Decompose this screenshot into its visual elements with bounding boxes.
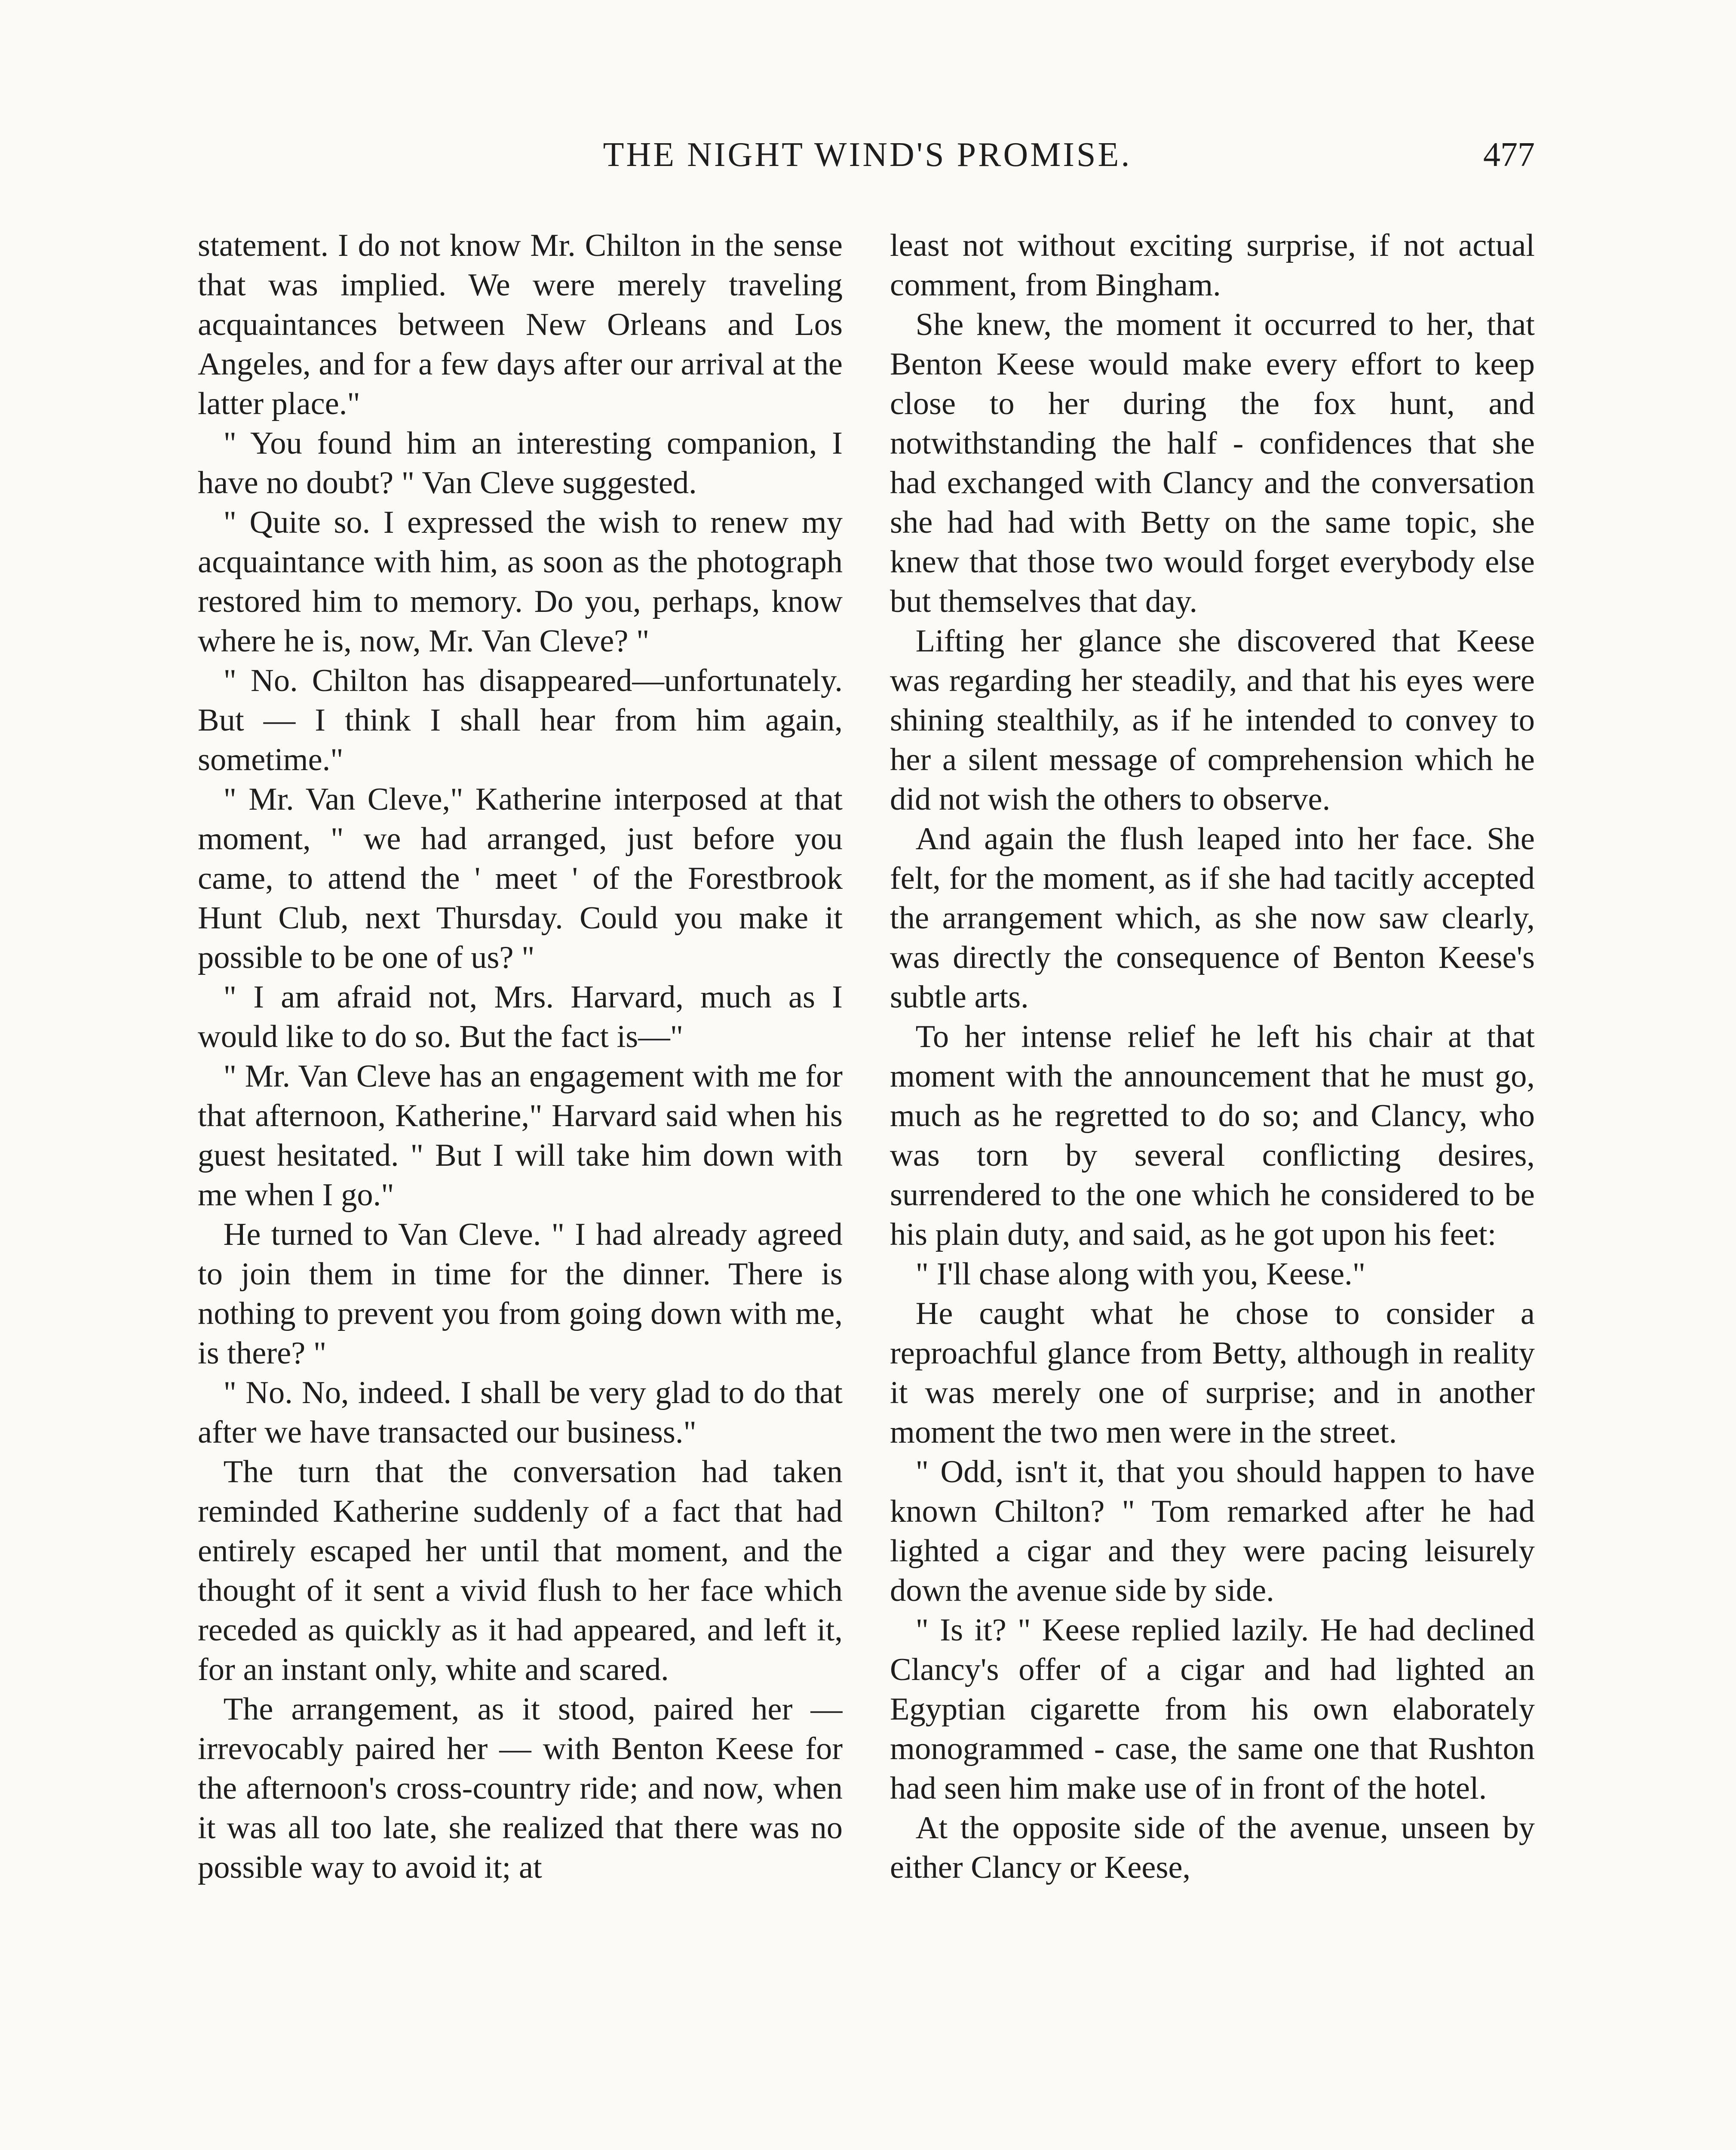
paragraph: And again the flush leaped into her face. She felt, for the moment, as if she had tacitly accepted the arrangement which, as she now saw clearly, was directly the consequence of Benton Keese's subtle arts. <box>890 821 1535 1015</box>
paragraph: Lifting her glance she discovered that Keese was regarding her steadily, and that his eyes were shining stealthily, as if he intended to convey to her a silent message of comprehension which he did not wish the others to observe. <box>890 624 1535 817</box>
paragraph: " You found him an interesting companion, I have no doubt? " Van Cleve suggested. <box>198 426 843 501</box>
page-header <box>200 129 1535 181</box>
paragraph: " Quite so. I expressed the wish to renew my acquaintance with him, as soon as the photograph restored him to memory. Do you, perhaps, know where he is, now, Mr. Van Cleve? " <box>198 505 843 659</box>
paragraph: " Mr. Van Cleve," Katherine interposed at that moment, " we had arranged, just before you came, to attend the ' meet ' of the Forestbrook Hunt Club, next Thursday. Could you make it possible to be one of us? " <box>198 782 843 975</box>
right-column <box>890 226 1535 2150</box>
paragraph: He caught what he chose to consider a reproachful glance from Betty, although in reality it was merely one of surprise; and in another moment the two men were in the street. <box>890 1296 1535 1450</box>
paragraph: She knew, the moment it occurred to her, that Benton Keese would make every effort to keep close to her during the fox hunt, and notwithstanding the half - confidences that she had exchanged with Clancy and the conversation she had had with Betty on the same topic, she knew that those two would forget everybody else but themselves that day. <box>890 307 1535 619</box>
paragraph: The turn that the conversation had taken reminded Katherine suddenly of a fact that had entirely escaped her until that moment, and the thought of it sent a vivid flush to her face which receded as quickly as it had appeared, and left it, for an instant only, white and scared. <box>198 1454 843 1687</box>
paragraph: " Odd, isn't it, that you should happen to have known Chilton? " Tom remarked after he had lighted a cigar and they were pacing leisurely down the avenue side by side. <box>890 1454 1535 1608</box>
paragraph: " No. Chilton has disappeared—unfortunately. But — I think I shall hear from him again, sometime." <box>198 663 843 777</box>
paragraph: statement. I do not know Mr. Chilton in the sense that was implied. We were merely traveling acquaintances between New Orleans and Los Angeles, and for a few days after our arrival at the latter place." <box>198 228 843 421</box>
paragraph: " Is it? " Keese replied lazily. He had declined Clancy's offer of a cigar and had lighted an Egyptian cigarette from his own elaborately monogrammed - case, the same one that Rushton had seen him make use of in front of the hotel. <box>890 1612 1535 1806</box>
paragraph: " I am afraid not, Mrs. Harvard, much as I would like to do so. But the fact is—" <box>198 980 843 1054</box>
paragraph: To her intense relief he left his chair at that moment with the announcement that he must go, much as he regretted to do so; and Clancy, who was torn by several conflicting desires, surrendered to the one which he considered to be his plain duty, and said, as he got upon his feet: <box>890 1019 1535 1252</box>
paragraph: At the opposite side of the avenue, unseen by either Clancy or Keese, <box>890 1810 1535 1885</box>
paragraph: least not without exciting surprise, if not actual comment, from Bingham. <box>890 228 1535 303</box>
left-column <box>198 226 843 2150</box>
paragraph: " I'll chase along with you, Keese." <box>915 1256 1366 1292</box>
paragraph: The arrangement, as it stood, paired her — irrevocably paired her — with Benton Keese for the afternoon's cross-country ride; and now, when it was all too late, she realized that there was no possible way to avoid it; at <box>198 1692 843 1885</box>
page-number: 477 <box>1483 136 1535 174</box>
running-title: THE NIGHT WIND'S PROMISE. <box>603 136 1132 174</box>
paragraph: " No. No, indeed. I shall be very glad to do that after we have transacted our business." <box>198 1375 843 1450</box>
paragraph: " Mr. Van Cleve has an engagement with me for that afternoon, Katherine," Harvard said when his guest hesitated. " But I will take him down with me when I go." <box>198 1059 843 1213</box>
paragraph: He turned to Van Cleve. " I had already agreed to join them in time for the dinner. There is nothing to prevent you from going down with me, is there? " <box>198 1217 843 1371</box>
